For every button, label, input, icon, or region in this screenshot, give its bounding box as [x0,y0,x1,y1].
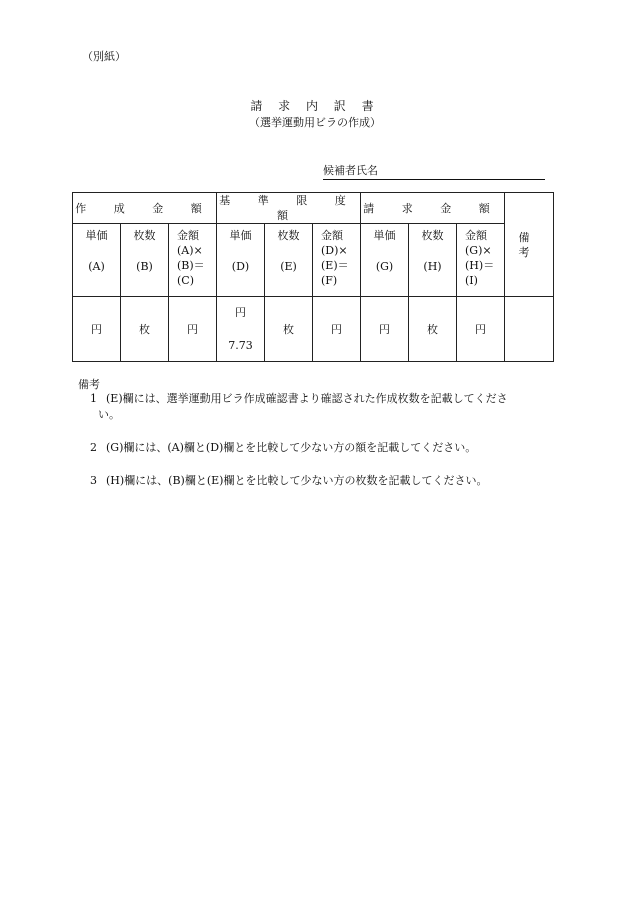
page-title: 請 求 内 訳 書 [250,99,380,113]
attachment-label: （別紙） [82,50,126,63]
notes-title: 備考 [78,378,100,391]
col-header-unit-price-g: 単価 (G) [361,224,409,297]
candidate-name-label: 候補者氏名 [323,164,378,177]
cell-amount-c[interactable]: 円 [169,297,217,362]
remarks-header: 備 考 [505,193,554,297]
col-header-count-h: 枚数 (H) [409,224,457,297]
col-header-amount-f: 金額 (D)× (E)＝ (F) [313,224,361,297]
group-header-base-limit: 基 準 限 度 額 [217,193,361,224]
col-header-unit-price-d: 単価 (D) [217,224,265,297]
group-header-production: 作 成 金 額 [73,193,217,224]
col-header-amount-i: 金額 (G)× (H)＝ (I) [457,224,505,297]
note-item-3: 3 (H)欄には、(B)欄と(E)欄とを比較して少ない方の枚数を記載してください。 [90,474,488,487]
col-header-count-b: 枚数 (B) [121,224,169,297]
page-subtitle: （選挙運動用ビラの作成） [249,116,381,129]
cell-amount-f[interactable]: 円 [313,297,361,362]
cell-remarks[interactable] [505,297,554,362]
col-header-unit-price-a: 単価 (A) [73,224,121,297]
cell-unit-price-d[interactable]: 円 7.73 [217,297,265,362]
candidate-name-field[interactable] [323,162,545,180]
note-item-2: 2 (G)欄には、(A)欄と(D)欄とを比較して少ない方の額を記載してください。 [90,441,477,454]
claim-breakdown-table [72,192,554,362]
cell-count-h[interactable]: 枚 [409,297,457,362]
base-unit-price-value: 7.73 [228,339,253,352]
cell-count-e[interactable]: 枚 [265,297,313,362]
cell-count-b[interactable]: 枚 [121,297,169,362]
group-header-claim: 請 求 金 額 [361,193,505,224]
cell-unit-price-g[interactable]: 円 [361,297,409,362]
cell-amount-i[interactable]: 円 [457,297,505,362]
col-header-count-e: 枚数 (E) [265,224,313,297]
col-header-amount-c: 金額 (A)× (B)＝ (C) [169,224,217,297]
note-item-1: 1 (E)欄には、選挙運動用ビラ作成確認書より確認された作成枚数を記載してくださ い。 [90,392,508,421]
cell-unit-price-a[interactable]: 円 [73,297,121,362]
